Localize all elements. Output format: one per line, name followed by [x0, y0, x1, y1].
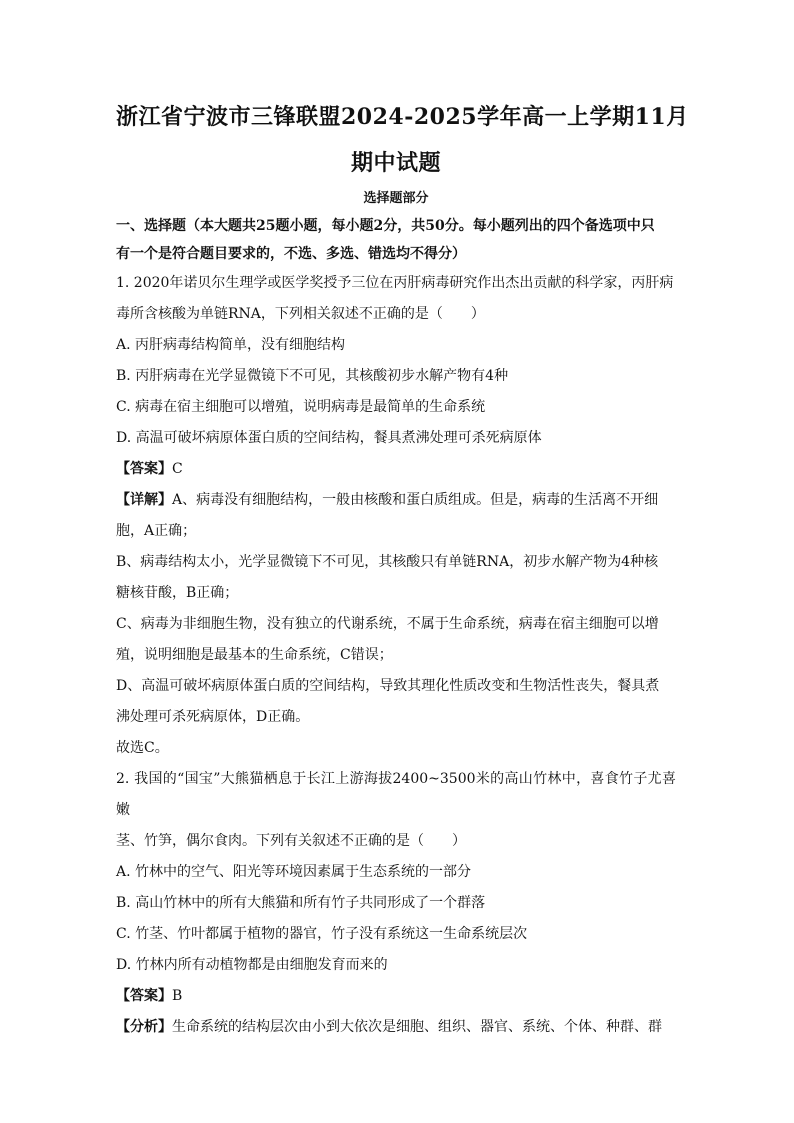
q2-analysis-tag: 【分析】 — [116, 1019, 172, 1035]
q2-stem-line-2: 茎、竹笋，偶尔食肉。下列有关叙述不正确的是（ ） — [116, 833, 466, 849]
q1-detail-line-3: B、病毒结构太小，光学显微镜下不可见，其核酸只有单链RNA，初步水解产物为4种核 — [116, 554, 659, 570]
q1-detail-line-8: 沸处理可杀死病原体，D正确。 — [116, 709, 310, 725]
q1-detail-line-2: 胞，A正确； — [116, 523, 197, 539]
q2-analysis-text-1: 生命系统的结构层次由小到大依次是细胞、组织、器官、系统、个体、种群、群 — [172, 1019, 662, 1035]
q1-detail-line-7: D、高温可破坏病原体蛋白质的空间结构，导致其理化性质改变和生物活性丧失，餐具煮 — [116, 678, 660, 694]
q2-option-c: C. 竹茎、竹叶都属于植物的器官，竹子没有系统这一生命系统层次 — [116, 926, 528, 942]
q2-answer-value: B — [172, 988, 183, 1004]
q1-detail-tag: 【详解】 — [116, 492, 172, 508]
page-title-line-1: 浙江省宁波市三锋联盟2024-2025学年高一上学期11月 — [116, 104, 689, 130]
q1-stem-line-2: 毒所含核酸为单链RNA，下列相关叙述不正确的是（ ） — [116, 306, 485, 322]
q2-option-a: A. 竹林中的空气、阳光等环境因素属于生态系统的一部分 — [116, 864, 472, 880]
q1-option-a: A. 丙肝病毒结构简单，没有细胞结构 — [116, 337, 346, 353]
q1-stem-line-1: 1. 2020年诺贝尔生理学或医学奖授予三位在丙肝病毒研究作出杰出贡献的科学家，丙肝病 — [116, 275, 674, 291]
q1-detail-line-6: 殖，说明细胞是最基本的生命系统，C错误； — [116, 647, 393, 663]
q2-analysis-line-1 — [116, 1012, 676, 1043]
q1-option-c: C. 病毒在宿主细胞可以增殖，说明病毒是最简单的生命系统 — [116, 399, 486, 415]
q2-option-b: B. 高山竹林中的所有大熊猫和所有竹子共同形成了一个群落 — [116, 895, 486, 911]
q1-option-b: B. 丙肝病毒在光学显微镜下不可见，其核酸初步水解产物有4种 — [116, 368, 509, 384]
q2-answer-tag: 【答案】 — [116, 988, 172, 1004]
q2-answer — [116, 981, 676, 1012]
q1-answer-value: C — [172, 461, 183, 477]
q1-conclusion: 故选C。 — [116, 740, 169, 756]
section-label: 选择题部分 — [363, 191, 429, 206]
page-title-line-2: 期中试题 — [350, 150, 441, 176]
q1-answer — [116, 454, 676, 485]
instructions-line-2: 有一个是符合题目要求的，不选、多选、错选均不得分） — [116, 246, 466, 262]
instructions-line-1: 一、选择题（本大题共25题小题，每小题2分，共50分。每小题列出的四个备选项中只 — [116, 218, 655, 234]
q1-answer-tag: 【答案】 — [116, 461, 172, 477]
q1-detail-line-1 — [116, 485, 676, 516]
q1-detail-line-4: 糖核苷酸，B正确； — [116, 585, 239, 601]
q2-stem-line-1: 2. 我国的“国宝”大熊猫栖息于长江上游海拔2400~3500米的高山竹林中，喜食竹子尤喜嫩 — [116, 771, 676, 818]
q2-option-d: D. 竹林内所有动植物都是由细胞发育而来的 — [116, 957, 388, 973]
q1-detail-text-1: A、病毒没有细胞结构，一般由核酸和蛋白质组成。但是，病毒的生活离不开细 — [172, 492, 659, 508]
q1-option-d: D. 高温可破坏病原体蛋白质的空间结构，餐具煮沸处理可杀死病原体 — [116, 430, 542, 446]
page-content — [116, 98, 689, 1043]
q1-detail-line-5: C、病毒为非细胞生物，没有独立的代谢系统，不属于生命系统，病毒在宿主细胞可以增 — [116, 616, 659, 632]
